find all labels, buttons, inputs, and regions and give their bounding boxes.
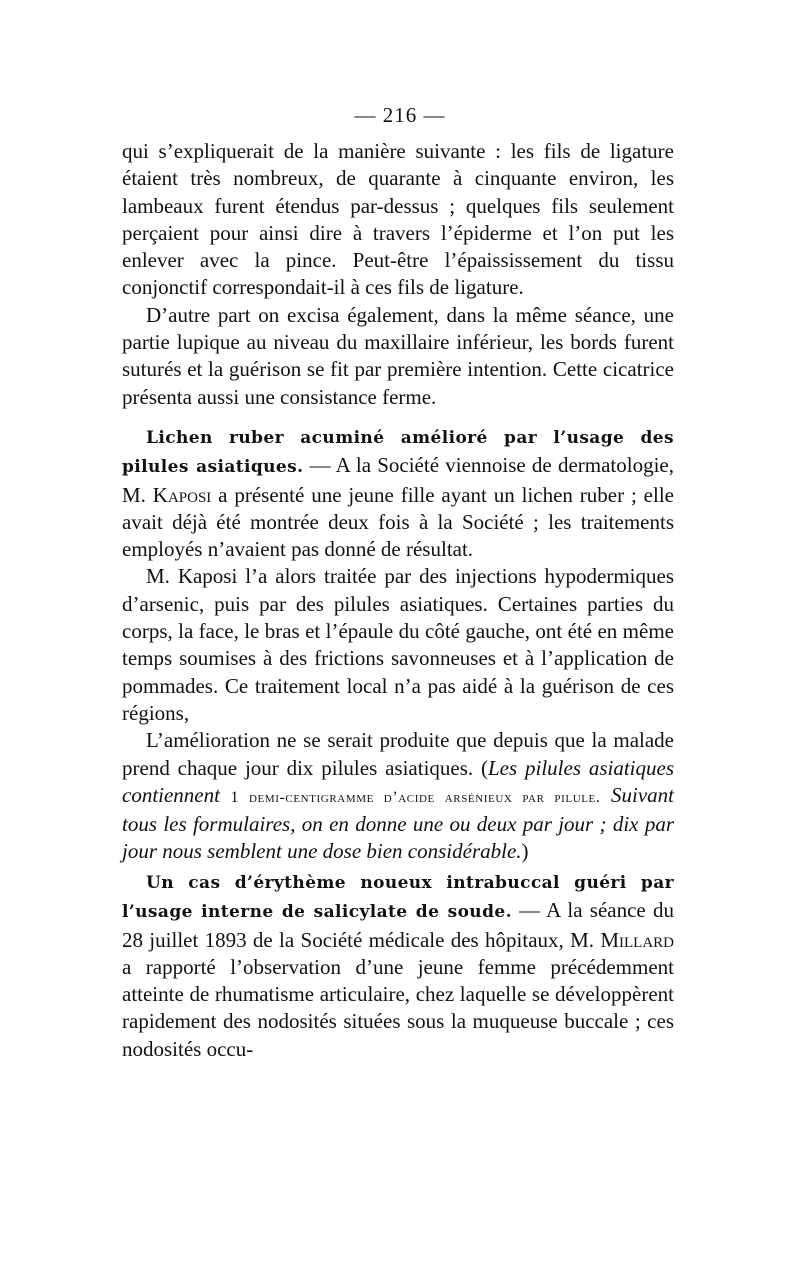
article-paragraph	[122, 868, 674, 1063]
article-intro: — A la séance du 28 juillet 1893 de la Société médicale des hôpitaux, M.	[122, 898, 674, 952]
italic-note: Les pilules asiatiques contiennent	[122, 755, 674, 807]
article-heading: Un cas d’érythème noueux intrabuccal guéri par l’usage interne de salicylate de soude.	[122, 873, 674, 923]
article-text: a rapporté l’observation d’une jeune femme précédemment atteinte de rhumatisme articulaire, chez laquelle se développèrent rapidement des nodosités situées sous la muqueuse buccale ; ces nodosités occu-	[122, 954, 674, 1061]
italic-note: Suivant tous les formulaires, on en donne une ou deux par jour ; dix par jour nous semblent une dose bien considérable.	[122, 782, 674, 864]
paragraph	[122, 727, 674, 865]
dose-note: 1 demi-centigramme d’acide arsénieux par pilule.	[230, 788, 601, 806]
article-text: a présenté une jeune fille ayant un lichen ruber ; elle avait déjà été montrée deux fois à la Société ; les traitements employés n’avaient pas donné de résultat.	[122, 482, 674, 562]
article-heading: Lichen ruber acuminé amélioré par l’usage des pilules asiatiques.	[122, 428, 674, 478]
page-number: — 216 —	[354, 103, 446, 127]
paragraph-text: )	[521, 839, 529, 864]
paragraph-text: L’amélioration ne se serait produite que depuis que la malade prend chaque jour dix pilules asiatiques. (	[122, 728, 674, 780]
article-intro: — A la Société viennoise de dermatologie, M.	[122, 453, 674, 507]
article-erytheme-noueux	[122, 868, 674, 1063]
author-name: Millard	[600, 927, 674, 952]
article-paragraph	[122, 423, 674, 563]
paragraph: D’autre part on excisa également, dans la même séance, une partie lupique au niveau du maxillaire inférieur, les bords furent suturés et la guérison se fit par première intention. Cette cicatrice présenta aussi une consistance ferme.	[122, 302, 674, 409]
author-name: Kaposi	[152, 482, 212, 507]
paragraph: qui s’expliquerait de la manière suivante : les fils de ligature étaient très nombreux, de quarante à cinquante environ, les lambeaux furent étendus par-dessus ; quelques fils seulement perçaient pour ainsi dire à travers l’épiderme et l’on put les enlever avec la pince. Peut-être l’épaississement du tissu conjonctif correspondait-il à ces fils de ligature.	[122, 139, 674, 300]
paragraph: M. Kaposi l’a alors traitée par des injections hypodermiques d’arsenic, puis par des pilules asiatiques. Certaines parties du corps, la face, le bras et l’épaule du côté gauche, ont été en même temps soumises à des frictions savonneuses et à l’application de pommades. Ce traitement local n’a pas aidé à la guérison de ces régions,	[122, 564, 674, 725]
article-lichen-ruber	[122, 423, 674, 866]
continued-text-block	[122, 138, 674, 411]
